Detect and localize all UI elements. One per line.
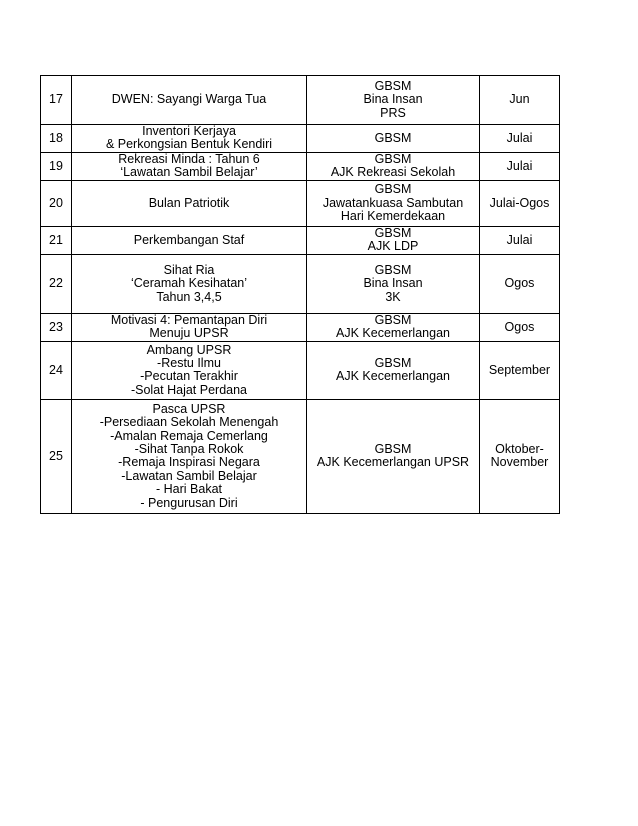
table-row <box>41 254 560 313</box>
activity-cell <box>72 180 307 226</box>
activity-line: -Amalan Remaja Cemerlang <box>110 428 268 443</box>
responsible-cell <box>307 76 480 125</box>
responsible-line: AJK LDP <box>367 239 419 254</box>
responsible-line: GBSM <box>374 355 412 370</box>
activity-line: -Restu Ilmu <box>157 355 221 370</box>
activity-line: -Persediaan Sekolah Menengah <box>99 415 279 430</box>
month-cell <box>480 399 560 513</box>
activity-line: - Pengurusan Diri <box>140 495 238 510</box>
responsible-line: AJK Rekreasi Sekolah <box>330 165 456 180</box>
activity-line: ‘Ceramah Kesihatan’ <box>130 276 248 291</box>
month-cell <box>480 254 560 313</box>
month-line: Julai-Ogos <box>489 195 550 210</box>
table-row <box>41 180 560 226</box>
activity-line: Perkembangan Staf <box>133 232 245 247</box>
table-row <box>41 76 560 125</box>
responsible-line: GBSM <box>374 225 412 240</box>
responsible-line: Bina Insan <box>363 276 423 291</box>
month-line: November <box>490 455 549 470</box>
activity-line: Pasca UPSR <box>152 401 226 416</box>
responsible-line: GBSM <box>374 130 412 145</box>
activity-line: Sihat Ria <box>163 262 215 277</box>
row-number: 20 <box>41 180 72 226</box>
responsible-line: Hari Kemerdekaan <box>340 209 446 224</box>
responsible-line: AJK Kecemerlangan <box>336 369 450 384</box>
activity-line: Menuju UPSR <box>149 326 229 341</box>
month-cell <box>480 226 560 254</box>
row-number: 25 <box>41 399 72 513</box>
month-line: Ogos <box>504 319 535 334</box>
row-number: 19 <box>41 152 72 180</box>
activity-line: DWEN: Sayangi Warga Tua <box>111 92 267 107</box>
month-cell <box>480 76 560 125</box>
responsible-cell <box>307 180 480 226</box>
activity-line: Rekreasi Minda : Tahun 6 <box>118 151 260 166</box>
responsible-line: GBSM <box>374 312 412 327</box>
table-row <box>41 313 560 341</box>
activity-cell <box>72 226 307 254</box>
responsible-cell <box>307 313 480 341</box>
activity-line: Inventori Kerjaya <box>142 124 236 138</box>
activity-cell <box>72 152 307 180</box>
month-line: Oktober- <box>495 441 544 456</box>
month-cell <box>480 341 560 399</box>
row-number: 23 <box>41 313 72 341</box>
activity-cell <box>72 341 307 399</box>
responsible-cell <box>307 399 480 513</box>
responsible-cell <box>307 152 480 180</box>
row-number: 21 <box>41 226 72 254</box>
table-row <box>41 226 560 254</box>
activity-line: Tahun 3,4,5 <box>156 289 222 304</box>
row-number: 17 <box>41 76 72 125</box>
activity-line: -Remaja Inspirasi Negara <box>118 455 260 470</box>
activity-line: -Pecutan Terakhir <box>140 369 238 384</box>
row-number: 24 <box>41 341 72 399</box>
month-cell <box>480 180 560 226</box>
month-cell <box>480 313 560 341</box>
responsible-cell <box>307 254 480 313</box>
responsible-cell <box>307 341 480 399</box>
activity-cell <box>72 399 307 513</box>
schedule-body <box>41 76 560 514</box>
responsible-line: AJK Kecemerlangan <box>336 326 450 341</box>
table-row <box>41 341 560 399</box>
month-line: Julai <box>506 130 533 145</box>
responsible-line: PRS <box>380 105 406 120</box>
month-line: September <box>488 362 551 377</box>
row-number: 18 <box>41 125 72 153</box>
month-line: Julai <box>506 232 533 247</box>
responsible-line: Bina Insan <box>363 92 423 107</box>
responsible-cell <box>307 226 480 254</box>
activity-line: -Sihat Tanpa Rokok <box>134 441 244 456</box>
row-number: 22 <box>41 254 72 313</box>
responsible-line: GBSM <box>374 182 412 197</box>
activity-line: ‘Lawatan Sambil Belajar’ <box>120 165 258 180</box>
activity-line: Bulan Patriotik <box>148 195 230 210</box>
responsible-line: GBSM <box>374 262 412 277</box>
responsible-line: GBSM <box>374 151 412 166</box>
activity-cell <box>72 76 307 125</box>
activity-cell <box>72 125 307 153</box>
table-row <box>41 152 560 180</box>
month-line: Ogos <box>504 276 535 291</box>
responsible-line: GBSM <box>374 78 412 93</box>
month-cell <box>480 152 560 180</box>
activity-line: Ambang UPSR <box>146 342 232 357</box>
month-line: Julai <box>506 158 533 173</box>
activity-cell <box>72 254 307 313</box>
table-row <box>41 125 560 153</box>
schedule-table <box>40 75 560 514</box>
activity-line: & Perkongsian Bentuk Kendiri <box>105 137 273 152</box>
responsible-cell <box>307 125 480 153</box>
month-line: Jun <box>509 92 530 107</box>
month-cell <box>480 125 560 153</box>
responsible-line: Jawatankuasa Sambutan <box>322 195 464 210</box>
responsible-line: GBSM <box>374 441 412 456</box>
activity-cell <box>72 313 307 341</box>
activity-line: - Hari Bakat <box>156 482 222 497</box>
activity-line: Motivasi 4: Pemantapan Diri <box>110 312 268 327</box>
activity-line: -Solat Hajat Perdana <box>130 382 248 397</box>
responsible-line: 3K <box>385 289 401 304</box>
table-row <box>41 399 560 513</box>
responsible-line: AJK Kecemerlangan UPSR <box>316 455 470 470</box>
activity-line: -Lawatan Sambil Belajar <box>121 468 257 483</box>
